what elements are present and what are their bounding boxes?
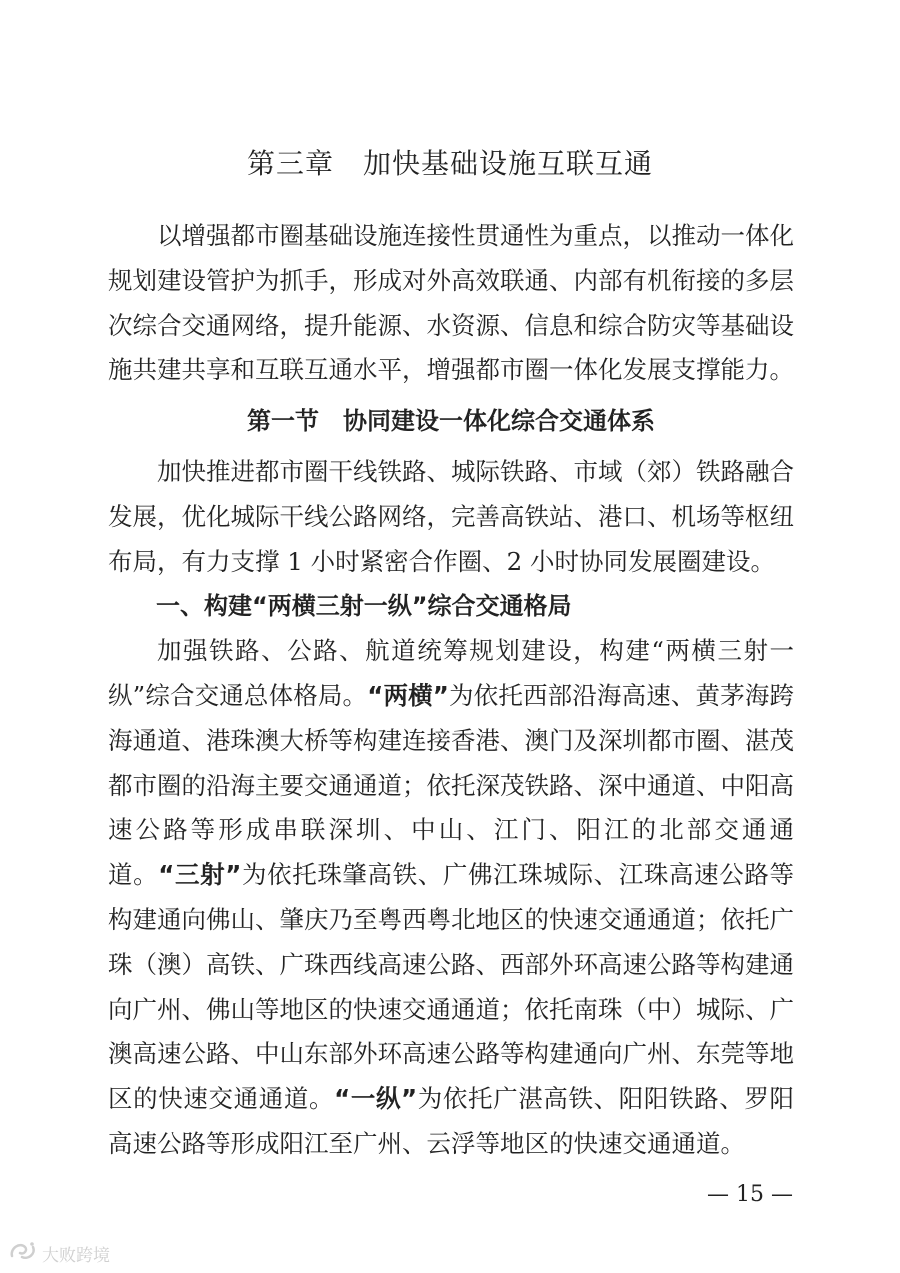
main-paragraph-part-1: 加强铁路、公路、航道统筹规划建设，构建“两横三射一纵”综合交通总体格局。 bbox=[108, 636, 794, 710]
main-paragraph-part-3: 为依托珠肇高铁、广佛江珠城际、江珠高速公路等构建通向佛山、肇庆乃至粤西粤北地区的快速交通通道；依托广珠（澳）高铁、广珠西线高速公路、西部外环高速公路等构建通向广州、佛山等地区的快速交通通道；依托南珠（中）城际、广澳高速公路、中山东部外环高速公路等构建通向广州、东莞等地区的快速交通通道。 bbox=[108, 860, 794, 1114]
logo-swirl-icon bbox=[8, 1240, 38, 1267]
document-body bbox=[108, 214, 794, 1167]
term-two-horizontals: “两横” bbox=[367, 680, 449, 710]
main-paragraph bbox=[108, 629, 794, 1167]
term-one-vertical: “一纵” bbox=[334, 1084, 418, 1114]
section-paragraph: 加快推进都市圈干线铁路、城际铁路、市域（郊）铁路融合发展，优化城际干线公路网络，完善高铁站、港口、机场等枢纽布局，有力支撑 1 小时紧密合作圈、2 小时协同发展圈建设。 bbox=[108, 456, 794, 576]
main-paragraph-part-2: 为依托西部沿海高速、黄茅海跨海通道、港珠澳大桥等构建连接香港、澳门及深圳都市圈、湛茂都市圈的沿海主要交通通道；依托深茂铁路、深中通道、中阳高速公路等形成串联深圳、中山、江门、阳江的北部交通通道。 bbox=[108, 680, 794, 890]
section-title: 第一节 协同建设一体化综合交通体系 bbox=[247, 407, 655, 436]
intro-paragraph: 以增强都市圈基础设施连接性贯通性为重点，以推动一体化规划建设管护为抓手，形成对外高效联通、内部有机衔接的多层次综合交通网络，提升能源、水资源、信息和综合防灾等基础设施共建共享和互联互通水平，增强都市圈一体化发展支撑能力。 bbox=[108, 221, 794, 385]
watermark-text: 大败跨境 bbox=[42, 1245, 110, 1266]
page-number: — 15 — bbox=[707, 1182, 793, 1207]
watermark bbox=[8, 1240, 110, 1266]
subsection-title: 一、构建“两横三射一纵”综合交通格局 bbox=[156, 592, 572, 621]
term-three-radials: “三射” bbox=[158, 860, 242, 890]
main-paragraph-part-4: 为依托广湛高铁、阳阳铁路、罗阳高速公路等形成阳江至广州、云浮等地区的快速交通通道。 bbox=[108, 1084, 794, 1158]
chapter-title: 第三章 加快基础设施互联互通 bbox=[246, 147, 653, 180]
